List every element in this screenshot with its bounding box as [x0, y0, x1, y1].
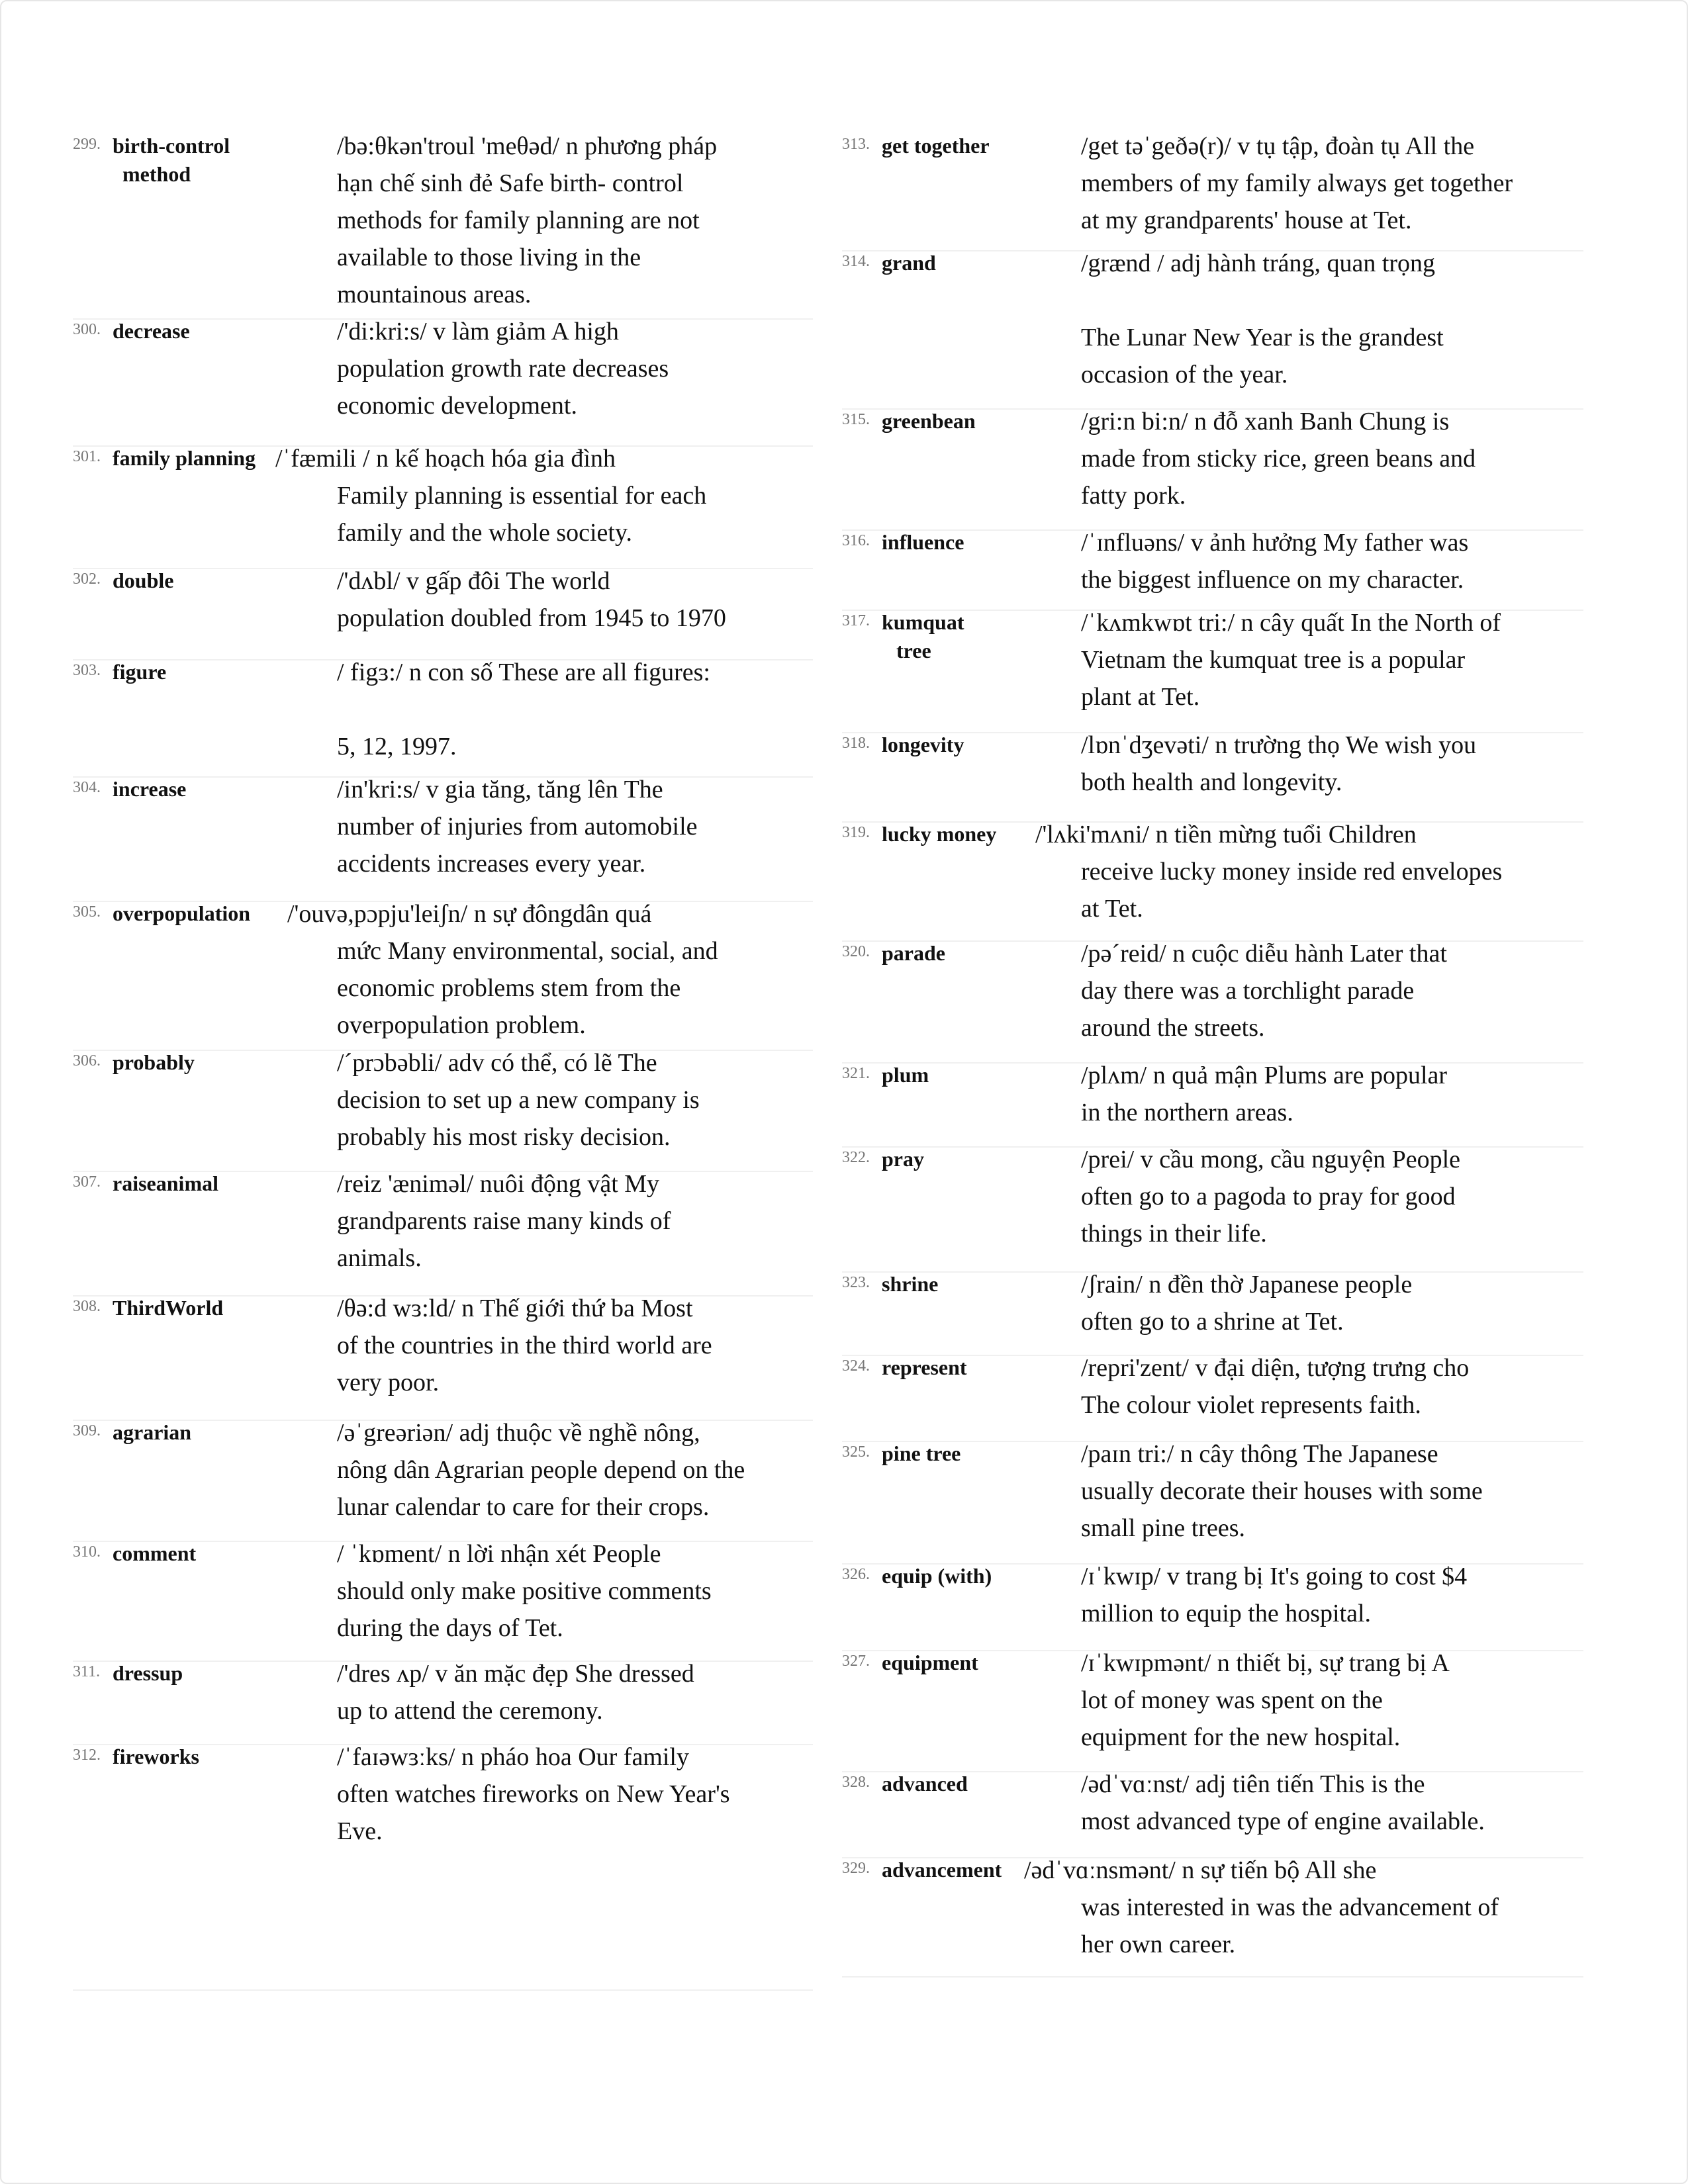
definition-line: nông dân Agrarian people depend on the: [337, 1456, 745, 1484]
definition-line: economic development.: [337, 392, 577, 420]
definition-line: /ədˈvɑːnst/ adj tiên tiến This is the: [1081, 1770, 1425, 1798]
vocab-entry: [0, 1563, 1688, 1653]
definition-line: mức Many environmental, social, and: [337, 937, 718, 965]
headword: pine tree: [882, 1441, 961, 1465]
definition-line: /ˈfaɪəwɜːks/ n pháo hoa Our family: [337, 1743, 689, 1771]
definition-line: /in'kri:s/ v gia tăng, tăng lên The: [337, 776, 663, 803]
entry-number: 329.: [842, 1860, 870, 1877]
entry-divider: [73, 1989, 813, 1991]
entry-number: 325.: [842, 1443, 870, 1461]
definition-line: /get təˈgeðə(r)/ v tụ tập, đoàn tụ All the: [1081, 132, 1475, 160]
definition-line: made from sticky rice, green beans and: [1081, 445, 1476, 473]
entry-number: 322.: [842, 1149, 870, 1166]
definition-line: /'lʌki'mʌni/ n tiền mừng tuổi Children: [1035, 821, 1417, 848]
definition-line: up to attend the ceremony.: [337, 1697, 603, 1725]
entry-number: 316.: [842, 532, 870, 549]
entry-number: 311.: [73, 1663, 101, 1680]
definition-line: grandparents raise many kinds of: [337, 1207, 671, 1235]
definition-line: /ˈfæmili / n kế hoạch hóa gia đình: [275, 445, 616, 473]
definition-line: /'ouvə,pɔpju'leiʃn/ n sự đôngdân quá: [287, 900, 652, 928]
headword: grand: [882, 251, 936, 275]
headword: decrease: [113, 319, 190, 343]
definition-line: /prei/ v cầu mong, cầu nguyện People: [1081, 1146, 1461, 1173]
definition-line: during the days of Tet.: [337, 1614, 563, 1642]
definition-line: /plʌm/ n quả mận Plums are popular: [1081, 1062, 1448, 1089]
entry-number: 305.: [73, 903, 101, 921]
definition-line: /ədˈvɑːnsmənt/ n sự tiến bộ All she: [1024, 1856, 1377, 1884]
definition-line: /repri'zent/ v đại diện, tượng trưng cho: [1081, 1354, 1470, 1382]
definition-line: small pine trees.: [1081, 1514, 1245, 1542]
definition: [0, 935, 1688, 1046]
definition-line: was interested in was the advancement of: [1081, 1893, 1499, 1921]
headword: shrine: [882, 1272, 939, 1296]
definition-line: [1081, 282, 1688, 319]
headword: overpopulation: [113, 901, 251, 925]
definition-line: around the streets.: [1081, 1014, 1265, 1042]
definition-line: Eve.: [337, 1817, 383, 1845]
entry-number: 299.: [73, 136, 101, 153]
entry-number: 313.: [842, 136, 870, 153]
vocab-entry: [0, 1770, 1688, 1860]
entry-number: 310.: [73, 1543, 101, 1561]
definition-line: probably his most risky decision.: [337, 1123, 671, 1151]
definition-line: /ʃrain/ n đền thờ Japanese people: [1081, 1271, 1413, 1298]
definition-line: at Tet.: [1081, 895, 1143, 923]
definition-line: /gri:n bi:n/ n đỗ xanh Banh Chung is: [1081, 408, 1450, 435]
headword: family planning: [113, 446, 256, 470]
entry-number: 323.: [842, 1274, 870, 1291]
definition-line: number of injuries from automobile: [337, 813, 698, 841]
definition-line: /ɪˈkwɪpmənt/ n thiết bị, sự trang bị A: [1081, 1649, 1450, 1677]
definition-line: plant at Tet.: [1081, 683, 1200, 711]
entry-number: 327.: [842, 1653, 870, 1670]
definition-line: equipment for the new hospital.: [1081, 1723, 1401, 1751]
definition-line: day there was a torchlight parade: [1081, 977, 1415, 1005]
headword: double: [113, 569, 174, 592]
definition-line: accidents increases every year.: [337, 850, 646, 878]
entry-number: 306.: [73, 1052, 101, 1069]
definition-line: / ˈkɒment/ n lời nhận xét People: [337, 1540, 661, 1568]
definition: [0, 1141, 1688, 1252]
definition-line: fatty pork.: [1081, 482, 1186, 510]
definition: [0, 727, 1688, 801]
definition-line: hạn chế sinh đẻ Safe birth- control: [337, 169, 684, 197]
vocab-entry: [0, 408, 1688, 532]
vocab-entry: [0, 1649, 1688, 1774]
entry-number: 312.: [73, 1747, 101, 1764]
headword: dressup: [113, 1661, 183, 1685]
definition-line: /'dres ʌp/ v ăn mặc đẹp She dressed: [337, 1660, 694, 1688]
headword: pray: [882, 1147, 924, 1171]
headword: comment: [113, 1541, 197, 1565]
definition-line: at my grandparents' house at Tet.: [1081, 206, 1412, 234]
definition-line: /grænd / adj hành tráng, quan trọng: [1081, 250, 1436, 277]
vocab-entry: [0, 1146, 1688, 1274]
definition-line: usually decorate their houses with some: [1081, 1477, 1483, 1505]
entry-number: 300.: [73, 321, 101, 338]
headword: parade: [882, 941, 945, 965]
definition-line: members of my family always get together: [1081, 169, 1513, 197]
definition-line: lot of money was spent on the: [1081, 1686, 1383, 1714]
definition-line: family and the whole society.: [337, 519, 633, 547]
definition-line: /ˊprɔbəbli/ adv có thể, có lẽ The: [337, 1049, 657, 1077]
headword: probably: [113, 1050, 195, 1074]
vocab-entry: [0, 821, 1688, 943]
definition-line: The colour violet represents faith.: [1081, 1391, 1421, 1419]
definition-line: / figɜ:/ n con số These are all figures:: [337, 659, 710, 686]
definition-line: /əˈgreəriən/ adj thuộc về nghề nông,: [337, 1419, 700, 1447]
definition: [0, 1852, 1688, 1963]
headword: get together: [882, 134, 990, 158]
definition: [0, 1558, 1688, 1632]
definition-line: /lɒnˈdʒevəti/ n trường thọ We wish you: [1081, 731, 1477, 759]
headword: lucky money: [882, 822, 997, 846]
definition-line: receive lucky money inside red envelopes: [1081, 858, 1503, 886]
definition-line: /ɪˈkwɪp/ v trang bị It's going to cost $4: [1081, 1563, 1468, 1590]
headword-continuation: method: [122, 162, 191, 186]
definition-line: /pəˊreid/ n cuộc diễu hành Later that: [1081, 940, 1447, 968]
definition: [0, 1435, 1688, 1547]
definition-line: often go to a pagoda to pray for good: [1081, 1183, 1456, 1210]
vocab-entry: [0, 609, 1688, 735]
entry-number: 317.: [842, 612, 870, 629]
entry-number: 321.: [842, 1065, 870, 1082]
vocab-entry: [0, 1271, 1688, 1357]
definition-line: population doubled from 1945 to 1970: [337, 604, 726, 632]
headword: birth-control: [113, 134, 230, 158]
entry-number: 314.: [842, 253, 870, 270]
definition-line: /θə:d wɜ:ld/ n Thế giới thứ ba Most: [337, 1295, 693, 1322]
definition: [0, 245, 1688, 393]
definition-line: /reiz 'æniməl/ nuôi động vật My: [337, 1170, 660, 1198]
headword: advancement: [882, 1858, 1002, 1882]
definition-line: economic problems stem from the: [337, 974, 681, 1002]
vocab-entry: [0, 731, 1688, 824]
definition-line: population growth rate decreases: [337, 355, 669, 383]
headword: kumquat: [882, 610, 964, 634]
entry-number: 324.: [842, 1357, 870, 1375]
headword: increase: [113, 777, 187, 801]
definition-line: overpopulation problem.: [337, 1011, 586, 1039]
definition-line: often watches fireworks on New Year's: [337, 1780, 730, 1808]
definition-line: /bə:θkən'troul 'meθəd/ n phương pháp: [337, 132, 718, 160]
definition-line: things in their life.: [1081, 1220, 1267, 1248]
definition-line: her own career.: [1081, 1931, 1236, 1958]
definition-line: both health and longevity.: [1081, 768, 1342, 796]
headword: advanced: [882, 1772, 968, 1796]
vocab-entry: [0, 1440, 1688, 1566]
entry-number: 326.: [842, 1566, 870, 1583]
definition: [0, 1645, 1688, 1756]
definition-line: in the northern areas.: [1081, 1099, 1293, 1126]
definition-line: of the countries in the third world are: [337, 1332, 712, 1359]
entry-number: 319.: [842, 824, 870, 841]
definition: [0, 1349, 1688, 1424]
definition-line: 5, 12, 1997.: [337, 733, 457, 760]
definition: [0, 604, 1688, 715]
headword: equip (with): [882, 1564, 992, 1588]
headword: figure: [113, 660, 167, 684]
definition-line: the biggest influence on my character.: [1081, 566, 1464, 594]
definition: [0, 403, 1688, 514]
entry-number: 318.: [842, 735, 870, 752]
definition: [0, 1266, 1688, 1340]
definition: [0, 128, 1688, 239]
definition: [0, 1057, 1688, 1131]
definition-line: methods for family planning are not: [337, 206, 700, 234]
entry-number: 303.: [73, 662, 101, 679]
definition-line: Family planning is essential for each: [337, 482, 707, 510]
definition-line: animals.: [337, 1244, 422, 1272]
entry-number: 308.: [73, 1298, 101, 1315]
definition: [0, 816, 1688, 927]
entry-number: 307.: [73, 1173, 101, 1191]
vocab-entry: [0, 132, 1688, 253]
entry-divider: [842, 1976, 1583, 1978]
definition-line: /'di:kri:s/ v làm giảm A high: [337, 318, 619, 345]
headword: ThirdWorld: [113, 1296, 224, 1320]
definition: [0, 524, 1688, 598]
vocab-entry: [0, 940, 1688, 1065]
definition-line: should only make positive comments: [337, 1577, 712, 1605]
entry-number: 320.: [842, 943, 870, 960]
definition-line: available to those living in the: [337, 244, 641, 271]
definition-line: occasion of the year.: [1081, 361, 1288, 388]
definition-line: /ˈkʌmkwɒt tri:/ n cây quất In the North of: [1081, 609, 1501, 637]
definition-line: /paɪn tri:/ n cây thông The Japanese: [1081, 1440, 1438, 1468]
headword: greenbean: [882, 409, 976, 433]
headword: represent: [882, 1355, 967, 1379]
headword: influence: [882, 530, 964, 554]
definition-line: Vietnam the kumquat tree is a popular: [1081, 646, 1466, 674]
vocab-entry: [0, 1354, 1688, 1443]
vocab-entry: [0, 250, 1688, 411]
headword: raiseanimal: [113, 1171, 218, 1195]
entry-number: 302.: [73, 570, 101, 588]
vocab-entry: [0, 529, 1688, 612]
definition-line: decision to set up a new company is: [337, 1086, 700, 1114]
entry-number: 309.: [73, 1422, 101, 1439]
entry-number: 315.: [842, 411, 870, 428]
definition-line: /'dʌbl/ v gấp đôi The world: [337, 567, 610, 595]
definition-line: lunar calendar to care for their crops.: [337, 1493, 710, 1521]
headword: plum: [882, 1063, 929, 1087]
vocab-entry: [0, 1856, 1688, 1979]
headword: fireworks: [113, 1745, 199, 1768]
entry-number: 328.: [842, 1774, 870, 1791]
definition-line: mountainous areas.: [337, 281, 532, 308]
definition: [0, 1766, 1688, 1840]
definition-line: /ˈɪnfluəns/ v ảnh hưởng My father was: [1081, 529, 1469, 557]
definition-line: often go to a shrine at Tet.: [1081, 1308, 1344, 1336]
headword: agrarian: [113, 1420, 192, 1444]
headword: equipment: [882, 1651, 978, 1674]
entry-number: 301.: [73, 448, 101, 465]
definition-line: most advanced type of engine available.: [1081, 1807, 1485, 1835]
headword: longevity: [882, 733, 964, 756]
definition-line: very poor.: [337, 1369, 440, 1396]
entry-number: 304.: [73, 779, 101, 796]
definition-line: million to equip the hospital.: [1081, 1600, 1372, 1627]
headword-continuation: tree: [896, 639, 931, 662]
definition-line: The Lunar New Year is the grandest: [1081, 324, 1444, 351]
